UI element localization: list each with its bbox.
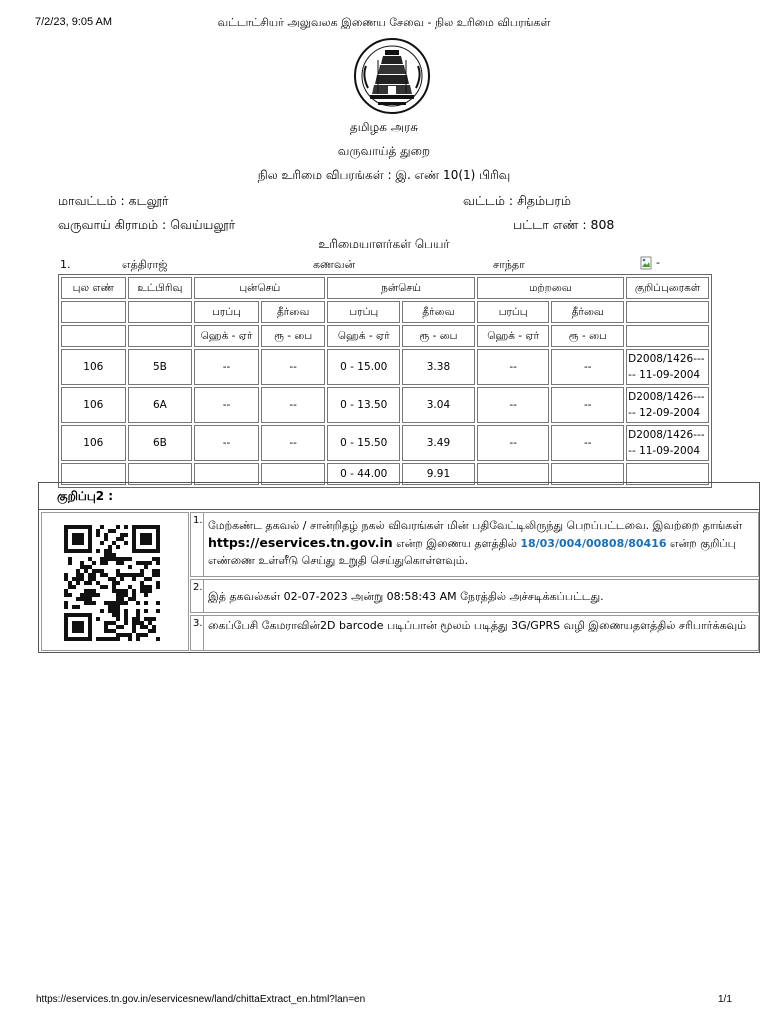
cell-nansei-area: 0 - 15.50	[327, 425, 400, 461]
unit-area: ஹெக் - ஏர்	[477, 325, 550, 347]
table-row	[61, 425, 709, 461]
cell-nansei-tax: 3.49	[402, 425, 475, 461]
cell-remark: D2008/1426--- -- 12-09-2004	[626, 387, 709, 423]
cell-survey: 106	[61, 349, 126, 385]
notes-section	[38, 482, 760, 653]
print-title: வட்டாட்சியர் அலுவலக இணைய சேவை - நில உரிமை விபரங்கள்	[217, 16, 551, 29]
government-emblem-icon	[352, 36, 432, 116]
land-details-table	[58, 274, 712, 488]
cell-punsei-area: --	[194, 425, 259, 461]
qr-code-cell	[41, 512, 189, 651]
notes-heading: குறிப்பு2 :	[39, 483, 759, 510]
note-item-3	[190, 615, 759, 651]
unit-tax: ரூ - பை	[551, 325, 624, 347]
note-number: 2.	[193, 582, 203, 593]
cell-others-tax: --	[551, 349, 624, 385]
village-label: வருவாய் கிராமம் : வெய்யலூர்	[58, 217, 236, 232]
subheader-tax: தீர்வை	[551, 301, 624, 323]
subheader-tax: தீர்வை	[261, 301, 326, 323]
cell-subdivision: 5B	[128, 349, 193, 385]
table-header-row	[61, 277, 709, 299]
owner-relation: கணவன்	[313, 258, 356, 271]
unit-area: ஹெக் - ஏர்	[194, 325, 259, 347]
cell-nansei-area: 0 - 15.00	[327, 349, 400, 385]
unit-tax: ரூ - பை	[261, 325, 326, 347]
broken-image-alt: -	[656, 256, 660, 269]
unit-area: ஹெக் - ஏர்	[327, 325, 400, 347]
note-text: இத் தகவல்கள் 02-07-2023 அன்று 08:58:43 AM நேரத்தில் அச்சடிக்கப்பட்டது.	[208, 590, 604, 603]
owners-heading: உரிமையாளர்கள் பெயர்	[318, 237, 450, 251]
cell-subdivision: 6B	[128, 425, 193, 461]
table-row	[61, 387, 709, 423]
cell-punsei-area: --	[194, 387, 259, 423]
district-label: மாவட்டம் : கடலூர்	[58, 193, 169, 208]
cell-punsei-tax: --	[261, 349, 326, 385]
cell-punsei-tax: --	[261, 425, 326, 461]
document-heading: நில உரிமை விபரங்கள் : இ. எண் 10(1) பிரிவு	[257, 168, 511, 182]
header-punsei: புன்செய்	[194, 277, 325, 299]
subheader-area: பரப்பு	[477, 301, 550, 323]
cell-others-area: --	[477, 387, 550, 423]
table-unit-row	[61, 325, 709, 347]
patta-number-label: பட்டா எண் : 808	[513, 217, 615, 232]
note-number: 3.	[193, 618, 203, 629]
government-heading: தமிழக அரசு	[349, 120, 419, 134]
header-remarks: குறிப்புரைகள்	[626, 277, 709, 299]
subheader-area: பரப்பு	[194, 301, 259, 323]
cell-survey: 106	[61, 387, 126, 423]
cell-punsei-tax: --	[261, 387, 326, 423]
table-subheader-row	[61, 301, 709, 323]
cell-remark: D2008/1426--- -- 11-09-2004	[626, 349, 709, 385]
cell-punsei-area: --	[194, 349, 259, 385]
header-others: மற்றவை	[477, 277, 624, 299]
taluk-label: வட்டம் : சிதம்பரம்	[463, 193, 571, 208]
cell-others-area: --	[477, 349, 550, 385]
total-nansei-area: 0 - 44.00	[327, 463, 400, 485]
note-number: 1.	[193, 515, 203, 526]
cell-nansei-tax: 3.04	[402, 387, 475, 423]
header-subdivision: உட்பிரிவு	[128, 277, 193, 299]
footer-page-number: 1/1	[718, 994, 732, 1005]
total-nansei-tax: 9.91	[402, 463, 475, 485]
header-nansei: நன்செய்	[327, 277, 474, 299]
unit-tax: ரூ - பை	[402, 325, 475, 347]
owner-index: 1.	[60, 258, 71, 271]
owner-relative-name: சாந்தா	[493, 258, 525, 271]
cell-nansei-area: 0 - 13.50	[327, 387, 400, 423]
owner-name: எத்திராஜ்	[122, 258, 168, 271]
cell-others-area: --	[477, 425, 550, 461]
print-datetime: 7/2/23, 9:05 AM	[35, 16, 113, 28]
note-item-1	[190, 512, 759, 577]
eservices-url[interactable]: https://eservices.tn.gov.in	[208, 535, 393, 550]
header-survey-number: புல எண்	[61, 277, 126, 299]
cell-subdivision: 6A	[128, 387, 193, 423]
department-heading: வருவாய்த் துறை	[337, 144, 431, 158]
note-text: மேற்கண்ட தகவல் / சான்றிதழ் நகல் விவரங்கள் மின் பதிவேட்டிலிருந்து பெறப்பட்டவை. இவற்றை தாங்கள் https://eservices.tn.gov.in என்ற இணைய தளத்தில் 18/03/004/00808/80416 என்ற குறிப்பு எண்ணை உள்ளீடு செய்து உறுதி செய்துகொள்ளவும்.	[208, 519, 743, 567]
qr-code-icon	[64, 525, 160, 641]
cell-others-tax: --	[551, 425, 624, 461]
footer-url: https://eservices.tn.gov.in/eservicesnew/land/chittaExtract_en.html?lan=en	[36, 994, 366, 1005]
subheader-tax: தீர்வை	[402, 301, 475, 323]
table-row	[61, 349, 709, 385]
cell-remark: D2008/1426--- -- 11-09-2004	[626, 425, 709, 461]
cell-others-tax: --	[551, 387, 624, 423]
cell-nansei-tax: 3.38	[402, 349, 475, 385]
note-text: கைப்பேசி கேமராவின்2D barcode படிப்பான் மூலம் படித்து 3G/GPRS வழி இணையதளத்தில் சரிபார்க்கவும்	[208, 619, 746, 632]
reference-number: 18/03/004/00808/80416	[520, 537, 667, 550]
cell-survey: 106	[61, 425, 126, 461]
subheader-area: பரப்பு	[327, 301, 400, 323]
note-item-2	[190, 579, 759, 613]
